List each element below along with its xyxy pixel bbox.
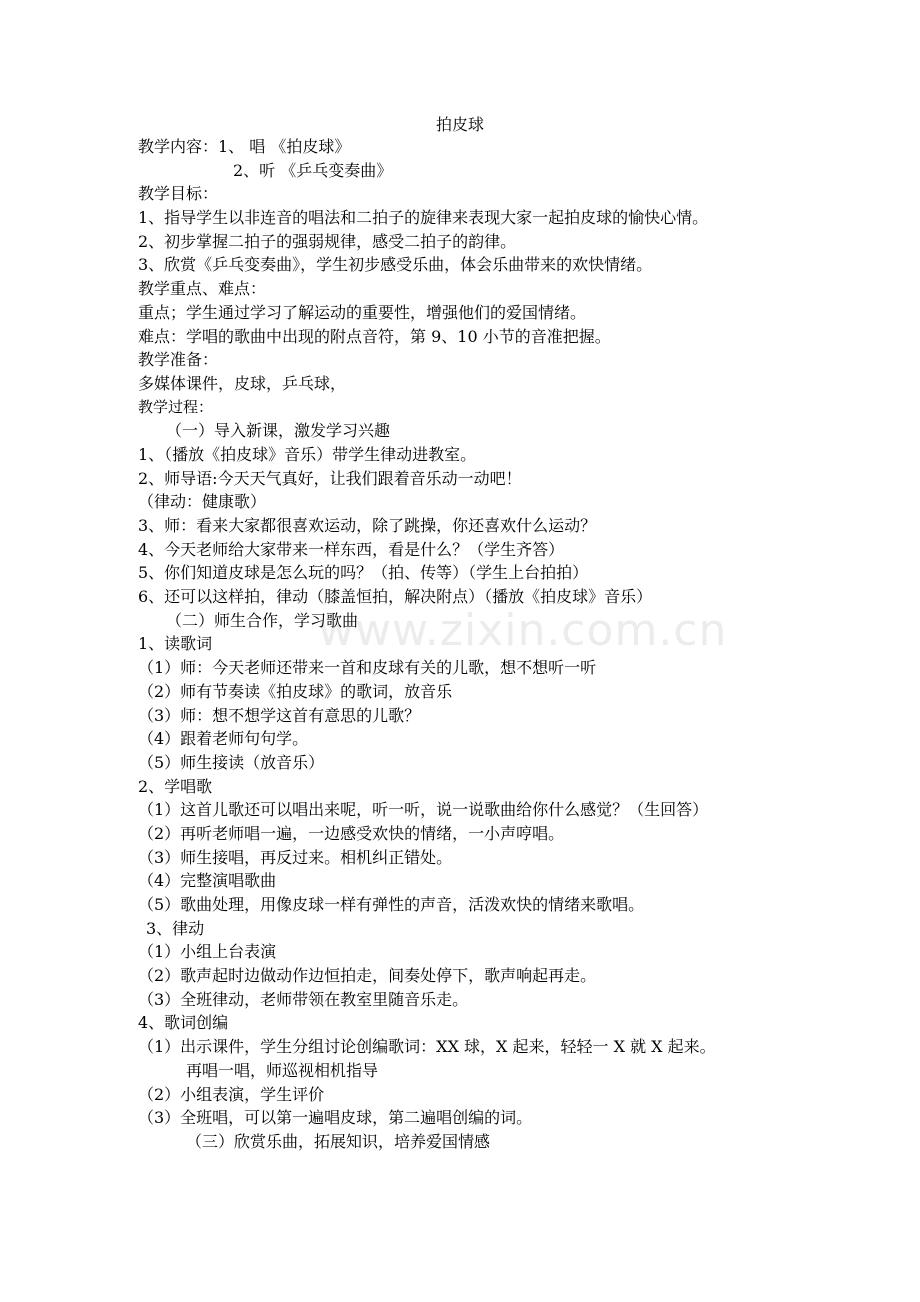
text-line: （1）小组上台表演 xyxy=(138,942,277,962)
text-line: （1）师：今天老师还带来一首和皮球有关的儿歌，想不想听一听 xyxy=(138,658,597,678)
text-line: 2、师导语:今天天气真好，让我们跟着音乐动一动吧！ xyxy=(138,468,522,488)
text-line: （1）出示课件，学生分组讨论创编歌词：XX 球，X 起来，轻轻一 X 就 X 起来。 xyxy=(138,1037,716,1057)
text-line: 5、你们知道皮球是怎么玩的吗？（拍、传等）（学生上台拍拍） xyxy=(138,563,589,583)
text-line: 教学重点、难点： xyxy=(138,279,267,299)
text-line: （2）歌声起时边做动作边恒拍走，间奏处停下，歌声响起再走。 xyxy=(138,966,597,986)
text-line: 重点；学生通过学习了解运动的重要性，增强他们的爱国情绪。 xyxy=(138,302,587,322)
text-line: 教学目标： xyxy=(138,184,219,204)
text-line: 2、初步掌握二拍子的强弱规律，感受二拍子的韵律。 xyxy=(138,231,517,251)
text-line: （一）导入新课，激发学习兴趣 xyxy=(166,421,391,441)
text-line: 教学准备： xyxy=(138,350,219,370)
text-line: 6、还可以这样拍，律动（膝盖恒拍，解决附点）（播放《拍皮球》音乐） xyxy=(138,587,653,607)
text-line: 2、学唱歌 xyxy=(138,776,213,796)
text-line: 教学过程： xyxy=(138,397,214,416)
text-line: （3）师：想不想学这首有意思的儿歌？ xyxy=(138,705,421,725)
text-line: 4、歌词创编 xyxy=(138,1013,229,1033)
text-line: 3、律动 xyxy=(146,918,205,938)
text-line: 2、听 《乒乓变奏曲》 xyxy=(233,160,393,180)
text-line: （1）这首儿歌还可以唱出来呢，听一听，说一说歌曲给你什么感觉？（生回答） xyxy=(138,800,709,820)
text-line: （3）全班律动，老师带领在教室里随音乐走。 xyxy=(138,989,469,1009)
text-line: （3）全班唱，可以第一遍唱皮球，第二遍唱创编的词。 xyxy=(138,1108,533,1128)
text-line: 1、（播放《拍皮球》音乐）带学生律动进教室。 xyxy=(138,444,477,464)
text-line: （律动：健康歌） xyxy=(138,492,267,512)
text-line: （2）师有节奏读《拍皮球》的歌词，放音乐 xyxy=(138,681,453,701)
document-title: 拍皮球 xyxy=(435,115,484,134)
text-line: 1、指导学生以非连音的唱法和二拍子的旋律来表现大家一起拍皮球的愉快心情。 xyxy=(138,208,709,228)
text-line: （4）完整演唱歌曲 xyxy=(138,871,277,891)
text-line: （5）歌曲处理，用像皮球一样有弹性的声音，活泼欢快的情绪来歌唱。 xyxy=(138,895,645,914)
text-line: 4、今天老师给大家带来一样东西，看是什么？（学生齐答） xyxy=(138,539,565,559)
watermark: www.zixin.com.cn xyxy=(318,605,728,656)
text-line: （4）跟着老师句句学。 xyxy=(138,729,309,749)
text-line: （二）师生合作，学习歌曲 xyxy=(166,610,359,630)
text-line: 3、欣赏《乒乓变奏曲》，学生初步感受乐曲，体会乐曲带来的欢快情绪。 xyxy=(138,255,653,275)
text-line: 教学内容：1、 唱 《拍皮球》 xyxy=(138,137,351,156)
text-line: 多媒体课件，皮球，乒乓球， xyxy=(138,373,347,393)
text-line: 难点：学唱的歌曲中出现的附点音符，第 9、10 小节的音准把握。 xyxy=(138,326,611,346)
text-line: （三）欣赏乐曲，拓展知识，培养爱国情感 xyxy=(186,1131,491,1151)
text-line: 再唱一唱，师巡视相机指导 xyxy=(186,1060,379,1080)
text-line: （2）小组表演，学生评价 xyxy=(138,1084,325,1104)
document-body xyxy=(138,135,908,1154)
text-line: 1、读歌词 xyxy=(138,634,213,654)
text-line: （2）再听老师唱一遍，一边感受欢快的情绪，一小声哼唱。 xyxy=(138,823,565,843)
text-line: （3）师生接唱，再反过来。相机纠正错处。 xyxy=(138,847,453,867)
text-line: 3、师：看来大家都很喜欢运动，除了跳操，你还喜欢什么运动？ xyxy=(138,516,597,535)
text-line: （5）师生接读（放音乐） xyxy=(138,752,325,772)
